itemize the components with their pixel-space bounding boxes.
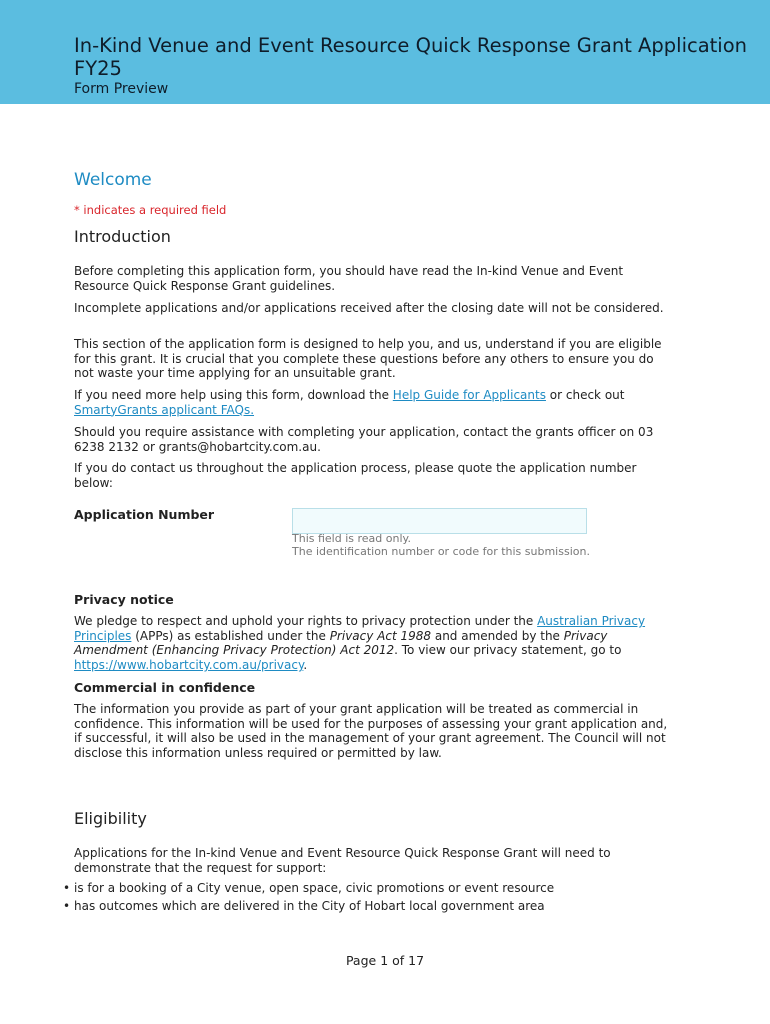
commercial-paragraph: The information you provide as part of your grant application will be treated as commercial in confidence. This information will be used for the purposes of assessing your grant application and, if successful, it will also be used in the management of your grant agreement. The Council will not disclose this information unless required or permitted by law. [74, 702, 668, 761]
app-link[interactable]: Australian Privacy Principles [74, 614, 646, 643]
application-number-field[interactable] [292, 508, 587, 534]
intro-paragraph-5: Should you require assistance with completing your application, contact the grants officer on 03 6238 2132 or grants@hobartcity.com.au. [74, 425, 654, 454]
privacy-text-4: . To view our privacy statement, go to [394, 643, 622, 658]
eligibility-list [44, 880, 644, 915]
intro-paragraph-6: If you do contact us throughout the application process, please quote the application number below: [74, 461, 637, 490]
privacy-text-1: We pledge to respect and uphold your rights to privacy protection under the [74, 614, 538, 628]
field-description-hint: The identification number or code for this submission. [292, 545, 590, 558]
field-readonly-hint: This field is read only. [292, 532, 411, 545]
privacy-text-5: . [303, 658, 308, 673]
required-note: * indicates a required field [74, 203, 227, 217]
introduction-heading: Introduction [74, 227, 171, 246]
eligibility-heading: Eligibility [74, 809, 147, 828]
privacy-text-2: (APPs) as established under the [131, 628, 330, 643]
list-item: • is for a booking of a City venue, open space, civic promotions or event resource [44, 880, 644, 898]
page-number: Page 1 of 17 [345, 953, 425, 968]
page-header [0, 0, 770, 104]
eligibility-intro: Applications for the In-kind Venue and Event Resource Quick Response Grant will need to demonstrate that the request for support: [74, 846, 611, 875]
welcome-heading: Welcome [74, 170, 152, 190]
privacy-text-3: and amended by the [431, 628, 564, 643]
list-item: • has outcomes which are delivered in the City of Hobart local government area [44, 898, 644, 916]
faq-link[interactable]: SmartyGrants applicant FAQs. [74, 402, 255, 417]
privacy-act-name: Privacy Act 1988 [329, 628, 432, 643]
privacy-amendment-name: Privacy Amendment (Enhancing Privacy Protection) Act 2012 [74, 628, 608, 658]
intro-paragraph-1: Before completing this application form, you should have read the In-kind Venue and Event Resource Quick Response Grant guidelines. [74, 264, 624, 293]
help-guide-link[interactable]: Help Guide for Applicants [392, 388, 546, 402]
form-subtitle: Form Preview [74, 81, 169, 97]
privacy-heading: Privacy notice [74, 592, 174, 607]
application-number-label: Application Number [74, 507, 215, 522]
intro-paragraph-2: Incomplete applications and/or applications received after the closing date will not be considered. [74, 301, 664, 315]
commercial-heading: Commercial in confidence [74, 680, 256, 695]
help-text-1: If you need more help using this form, download the [74, 388, 393, 402]
privacy-paragraph [74, 614, 674, 673]
form-title: In-Kind Venue and Event Resource Quick Response Grant Application FY25 [74, 34, 748, 80]
intro-paragraph-4 [74, 388, 674, 417]
privacy-url-link[interactable]: https://www.hobartcity.com.au/privacy [74, 658, 304, 673]
intro-paragraph-3: This section of the application form is designed to help you, and us, understand if you are eligible for this grant. It is crucial that you complete these questions before any others to ensure you do not waste your time applying for an unsuitable grant. [74, 337, 662, 381]
help-text-2: or check out [545, 388, 625, 402]
